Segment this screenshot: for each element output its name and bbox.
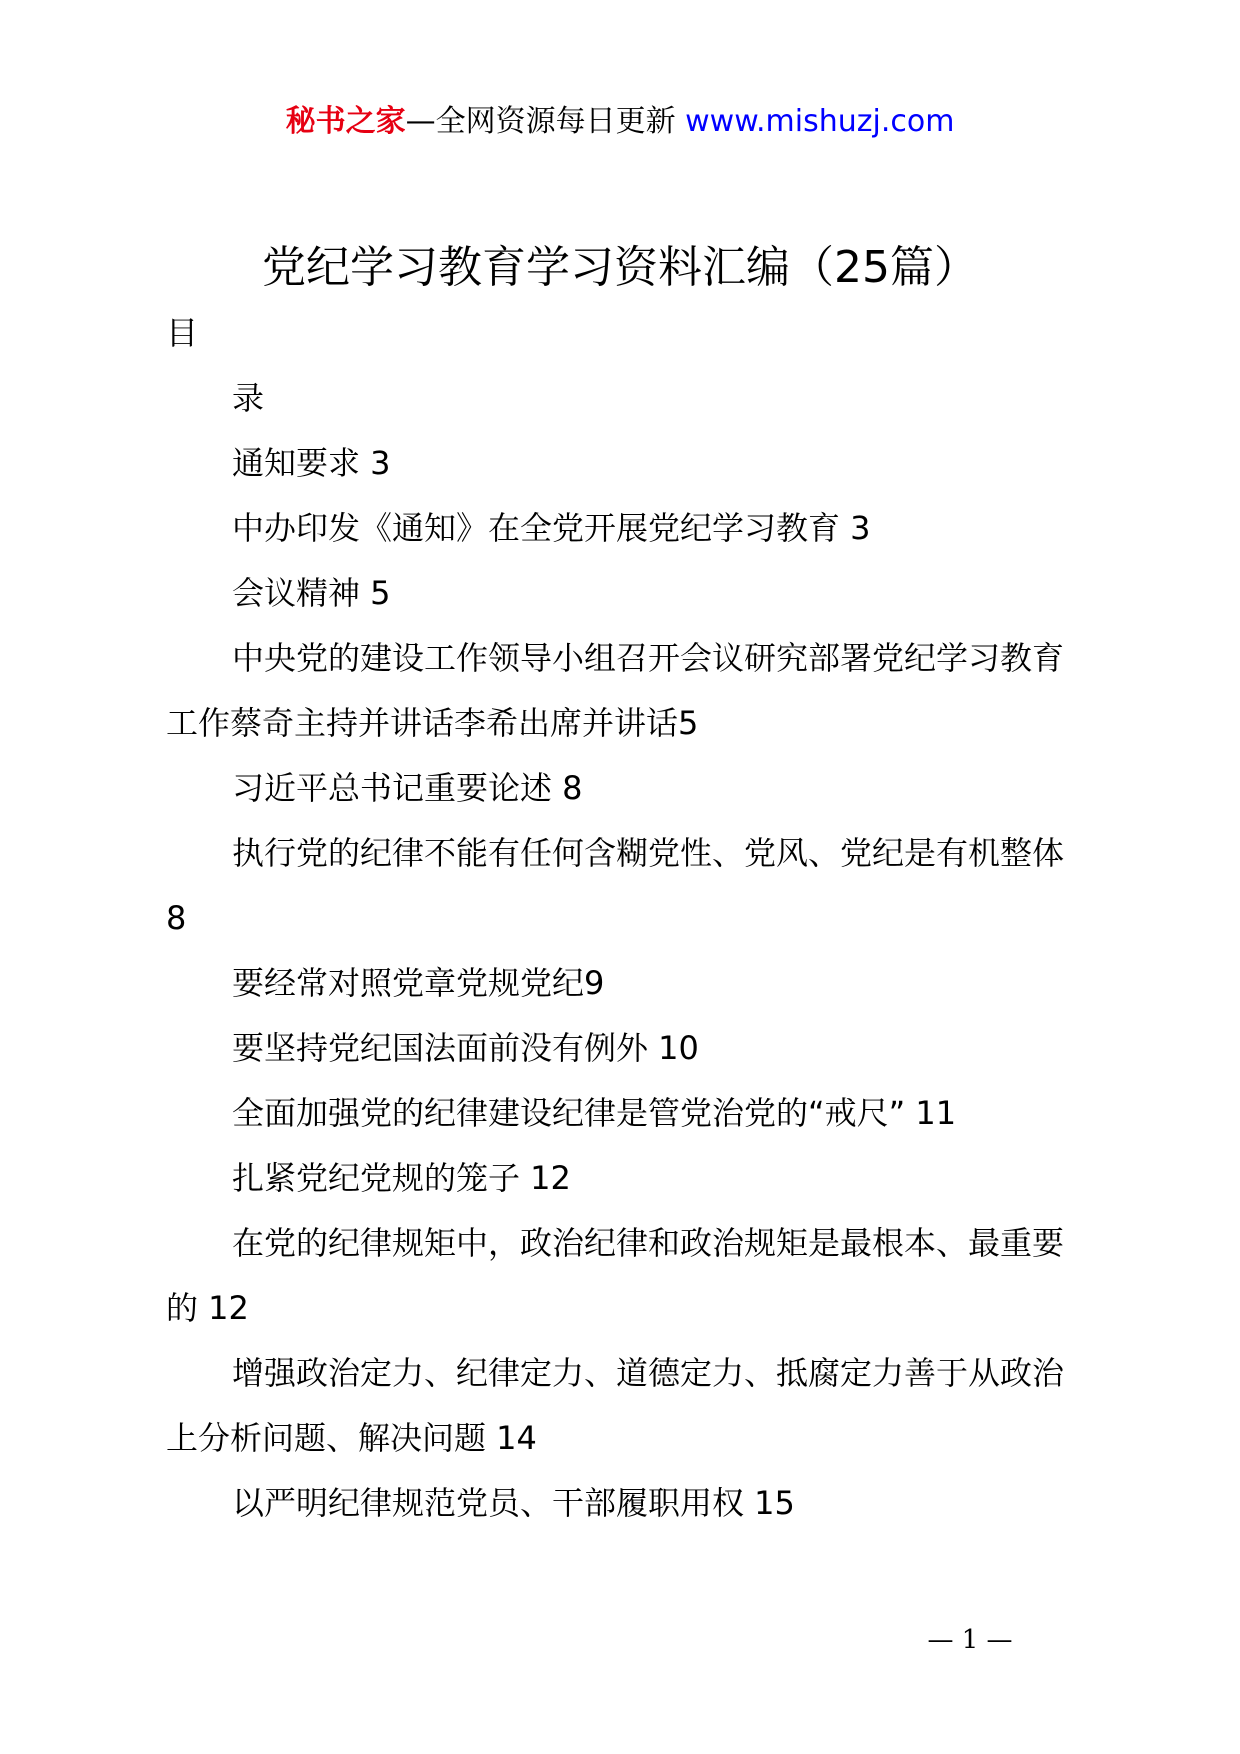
site-brand: 秘书之家: [285, 104, 406, 139]
site-header: [0, 102, 1240, 142]
toc-entry[interactable]: 全面加强党的纪律建设纪律是管党治党的“戒尺” 11: [232, 1094, 957, 1132]
toc-entry[interactable]: 增强政治定力、纪律定力、道德定力、抵腐定力善于从政治上分析问题、解决问题 14: [166, 1354, 1065, 1457]
toc-entry[interactable]: 扎紧党纪党规的笼子 12: [232, 1159, 571, 1197]
toc-heading-part-1: 目: [166, 314, 199, 352]
toc-entry[interactable]: 执行党的纪律不能有任何含糊党性、党风、党纪是有机整体 8: [166, 834, 1065, 937]
page-number: — 1 —: [927, 1625, 1013, 1655]
toc-heading-part-2: 录: [232, 379, 265, 417]
site-url-link[interactable]: www.mishuzj.com: [685, 104, 955, 139]
toc-entry[interactable]: 在党的纪律规矩中，政治纪律和政治规矩是最根本、最重要的 12: [166, 1224, 1065, 1327]
toc-entry[interactable]: 会议精神 5: [232, 574, 391, 612]
table-of-contents: [166, 301, 1090, 1536]
toc-entry[interactable]: 要经常对照党章党规党纪9: [232, 964, 605, 1002]
toc-entry[interactable]: 通知要求 3: [232, 444, 391, 482]
toc-entry[interactable]: 以严明纪律规范党员、干部履职用权 15: [232, 1484, 795, 1522]
document-title: 党纪学习教育学习资料汇编（25篇）: [262, 242, 978, 293]
toc-entry[interactable]: 习近平总书记重要论述 8: [232, 769, 583, 807]
toc-entry[interactable]: 中央党的建设工作领导小组召开会议研究部署党纪学习教育工作蔡奇主持并讲话李希出席并讲话5: [166, 639, 1065, 742]
toc-entry[interactable]: 要坚持党纪国法面前没有例外 10: [232, 1029, 699, 1067]
toc-entry[interactable]: 中办印发《通知》在全党开展党纪学习教育 3: [232, 509, 871, 547]
site-tagline: —全网资源每日更新: [405, 104, 686, 139]
